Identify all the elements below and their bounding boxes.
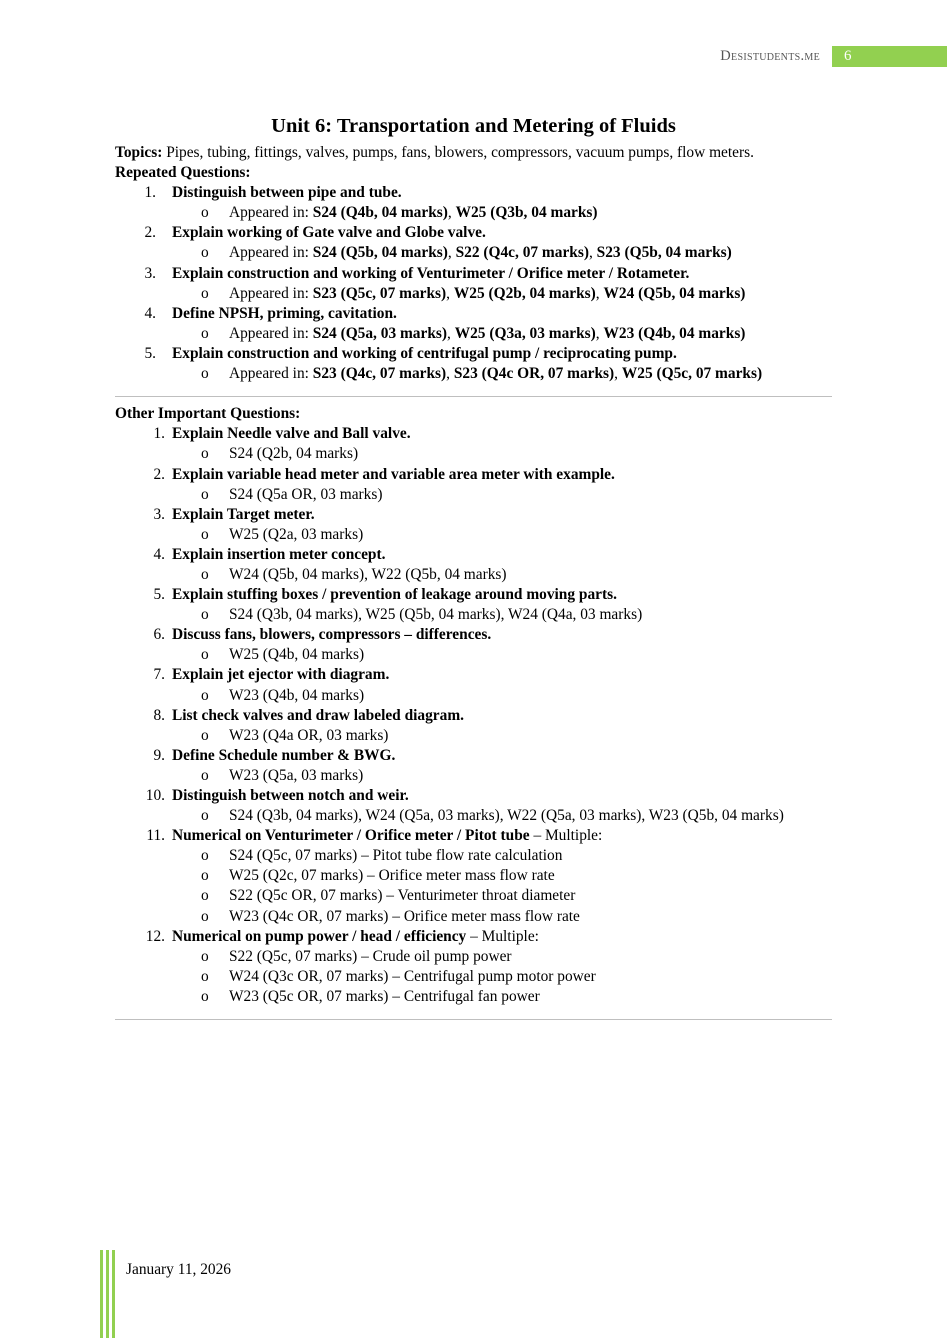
document-body [115,143,832,1027]
question-number-text: 5. [153,586,165,604]
divider [115,384,832,404]
sub-item [115,444,832,464]
appeared-ref: , [595,284,604,302]
sub-item [115,766,832,786]
appeared-ref: , [588,244,597,262]
sub-item [115,605,832,625]
other-questions-list [115,424,832,1007]
appeared-ref: S24 (Q5a, 03 marks) [312,324,448,342]
question-number [115,424,172,444]
header-brand: Desistudents.me [720,48,820,64]
question-text [172,665,389,685]
footer-date: January 11, 2026 [126,1261,232,1278]
sub-item [115,866,832,886]
question-number-text: 2. [144,224,156,242]
sub-item-text: S24 (Q3b, 04 marks), W25 (Q5b, 04 marks), W24 (Q4a, 03 marks) [229,606,643,624]
appeared-text [229,364,832,384]
footer-accent-bars [100,1250,116,1338]
other-heading: Other Important Questions: [115,405,301,423]
question-number [115,786,172,806]
question-row [115,465,832,485]
appeared-ref: S22 (Q4c, 07 marks) [455,244,589,262]
divider [115,1007,832,1027]
appeared-label: Appeared in: [229,244,313,262]
question-row [115,746,832,766]
question-number-text: 11. [146,827,165,845]
question-text: Explain construction and working of Venturimeter / Orifice meter / Rotameter. [172,264,690,282]
question-number-text: 3. [153,505,165,523]
question-title: Explain Needle valve and Ball valve. [172,425,411,443]
appeared-label: Appeared in: [229,324,313,342]
question-text [172,545,385,565]
appeared-label: Appeared in: [229,204,313,222]
question-title: Distinguish between notch and weir. [172,787,409,804]
question-number-text: 10. [145,787,165,804]
question-text [172,927,539,947]
question-number-text: 5. [144,344,156,362]
question-title: Discuss fans, blowers, compressors – differences. [172,626,492,644]
sub-item-text: S24 (Q3b, 04 marks), W24 (Q5a, 03 marks), W22 (Q5a, 03 marks), W23 (Q5b, 04 marks) [229,807,784,825]
question-number [115,706,172,726]
bullet-icon: o [201,445,209,463]
question-number-text: 4. [153,545,165,563]
appeared-ref: , [447,324,455,342]
appeared-ref: S23 (Q4c, 07 marks) [312,365,447,383]
question-number [115,465,172,485]
question-number [115,344,172,364]
sub-item [115,726,832,746]
appeared-ref: W25 (Q5c, 07 marks) [621,365,763,383]
bullet-icon: o [201,525,209,543]
repeated-questions-list [115,183,832,384]
appeared-ref: S24 (Q4b, 04 marks) [312,204,448,222]
question-number [115,746,172,766]
question-title: Explain insertion meter concept. [172,545,386,563]
question-number [115,665,172,685]
sub-item-text: S24 (Q5a OR, 03 marks) [229,485,383,503]
appeared-ref: W25 (Q3a, 03 marks) [454,324,596,342]
question-title: Explain stuffing boxes / prevention of leakage around moving parts. [172,586,617,604]
question-text [172,706,464,726]
question-title: Explain jet ejector with diagram. [172,666,390,684]
question-text [172,585,617,605]
bullet-icon: o [201,646,209,664]
question-row [115,706,832,726]
topics-text: Pipes, tubing, fittings, valves, pumps, fans, blowers, compressors, vacuum pumps, flow meters. [162,144,754,161]
question-text [172,424,411,444]
sub-item-text: S22 (Q5c, 07 marks) – Crude oil pump power [229,947,512,965]
bullet-icon: o [201,726,209,744]
question-title: List check valves and draw labeled diagram. [172,706,465,724]
bullet-icon: o [201,947,209,965]
appeared-text [229,284,832,304]
appeared-ref: , [614,365,622,383]
appeared-row [115,284,832,304]
question-row [115,585,832,605]
question-number-text: 1. [144,184,156,202]
bullet-icon: o [201,967,209,985]
question-text: Explain working of Gate valve and Globe valve. [172,224,486,242]
bullet-icon: o [201,485,209,503]
question-row [115,183,832,203]
sub-item [115,947,832,967]
question-number [115,304,172,324]
sub-item [115,525,832,545]
appeared-text [229,243,832,263]
sub-item [115,565,832,585]
question-number-text: 12. [145,927,165,945]
question-row [115,505,832,525]
bullet-icon: o [201,907,209,925]
question-number [115,625,172,645]
question-number-text: 2. [153,465,165,483]
appeared-text [229,203,832,223]
appeared-ref: W25 (Q2b, 04 marks) [453,284,596,302]
appeared-ref: , [446,365,454,383]
appeared-ref: W23 (Q4b, 04 marks) [603,324,746,342]
sub-item-text: W23 (Q4a OR, 03 marks) [229,726,389,744]
question-row [115,927,832,947]
question-row [115,665,832,685]
question-number [115,264,172,284]
question-text: Explain construction and working of centrifugal pump / reciprocating pump. [172,344,677,362]
sub-item [115,846,832,866]
question-number [115,585,172,605]
question-number-text: 1. [153,425,165,443]
bullet-icon: o [201,887,209,905]
sub-item-text: S22 (Q5c OR, 07 marks) – Venturimeter throat diameter [229,887,576,905]
appeared-label: Appeared in: [229,284,313,302]
question-row [115,344,832,364]
question-number-text: 9. [153,746,165,764]
question-text [172,826,602,846]
question-row [115,545,832,565]
question-number-text: 3. [144,264,156,282]
bullet-icon: o [201,565,209,583]
question-row [115,304,832,324]
sub-item [115,907,832,927]
sub-item-text: W25 (Q2a, 03 marks) [229,525,364,543]
appeared-label: Appeared in: [229,365,313,383]
question-number [115,505,172,525]
question-number [115,183,172,203]
bullet-icon: o [201,324,209,342]
question-number-text: 6. [153,626,165,644]
question-title: Numerical on pump power / head / efficiency [172,927,467,945]
question-number-text: 8. [153,706,165,724]
sub-item-text: W25 (Q4b, 04 marks) [229,646,365,664]
question-number [115,545,172,565]
sub-item [115,886,832,906]
appeared-ref: S23 (Q4c OR, 07 marks) [453,365,615,383]
appeared-ref: , [595,324,604,342]
sub-item-text: W24 (Q5b, 04 marks), W22 (Q5b, 04 marks) [229,565,507,583]
bullet-icon: o [201,807,209,825]
repeated-heading: Repeated Questions: [115,164,251,182]
appeared-ref: S23 (Q5c, 07 marks) [312,284,447,302]
sub-item-text: W24 (Q3c OR, 07 marks) – Centrifugal pump motor power [229,967,596,985]
bullet-icon: o [201,204,209,222]
appeared-text [229,324,832,344]
question-number [115,927,172,947]
sub-item-text: W23 (Q4c OR, 07 marks) – Orifice meter mass flow rate [229,907,580,925]
bullet-icon: o [201,847,209,865]
question-text [172,505,315,525]
sub-item-text: W23 (Q5c OR, 07 marks) – Centrifugal fan power [229,987,540,1005]
appeared-row [115,203,832,223]
question-text: Define NPSH, priming, cavitation. [172,304,397,322]
appeared-ref: S24 (Q5b, 04 marks) [312,244,448,262]
question-title: Numerical on Venturimeter / Orifice meter / Pitot tube [172,827,530,845]
bullet-icon: o [201,686,209,704]
question-title: Define Schedule number & BWG. [172,746,396,764]
bullet-icon: o [201,244,209,262]
sub-item-text: S24 (Q2b, 04 marks) [229,445,359,463]
appeared-row [115,243,832,263]
page-title: Unit 6: Transportation and Metering of Fluids [271,115,676,137]
sub-item [115,645,832,665]
question-suffix: – Multiple: [529,827,603,845]
sub-item [115,485,832,505]
appeared-ref: , [446,284,454,302]
sub-item-text: W23 (Q5a, 03 marks) [229,766,364,784]
bullet-icon: o [201,284,209,302]
appeared-ref: S23 (Q5b, 04 marks) [596,244,732,262]
appeared-row [115,364,832,384]
appeared-ref: W25 (Q3b, 04 marks) [455,204,598,222]
question-row [115,625,832,645]
question-number [115,826,172,846]
question-suffix: – Multiple: [466,927,539,945]
appeared-ref: , [447,204,456,222]
sub-item [115,987,832,1007]
question-text [172,625,491,645]
question-number [115,223,172,243]
question-text [172,746,395,766]
question-title: Explain variable head meter and variable area meter with example. [172,465,615,483]
sub-item-text: S24 (Q5c, 07 marks) – Pitot tube flow rate calculation [229,847,563,865]
question-row [115,223,832,243]
bullet-icon: o [201,987,209,1005]
sub-item-text: W23 (Q4b, 04 marks) [229,686,365,704]
question-row [115,424,832,444]
sub-item [115,686,832,706]
appeared-ref: , [447,244,456,262]
page-number: 6 [832,46,947,67]
bullet-icon: o [201,606,209,624]
sub-item-text: W25 (Q2c, 07 marks) – Orifice meter mass flow rate [229,867,555,885]
question-row [115,264,832,284]
topics-line [115,143,832,163]
question-row [115,786,832,806]
question-text [172,786,409,806]
question-number-text: 7. [153,666,165,684]
bullet-icon: o [201,365,209,383]
appeared-ref: W24 (Q5b, 04 marks) [603,284,746,302]
question-number-text: 4. [144,304,156,322]
question-title: Explain Target meter. [172,505,315,523]
sub-item [115,967,832,987]
sub-item [115,806,832,826]
topics-label: Topics: [115,144,163,161]
appeared-row [115,324,832,344]
question-row [115,826,832,846]
question-text: Distinguish between pipe and tube. [172,184,402,202]
question-text [172,465,615,485]
bullet-icon: o [201,867,209,885]
bullet-icon: o [201,766,209,784]
